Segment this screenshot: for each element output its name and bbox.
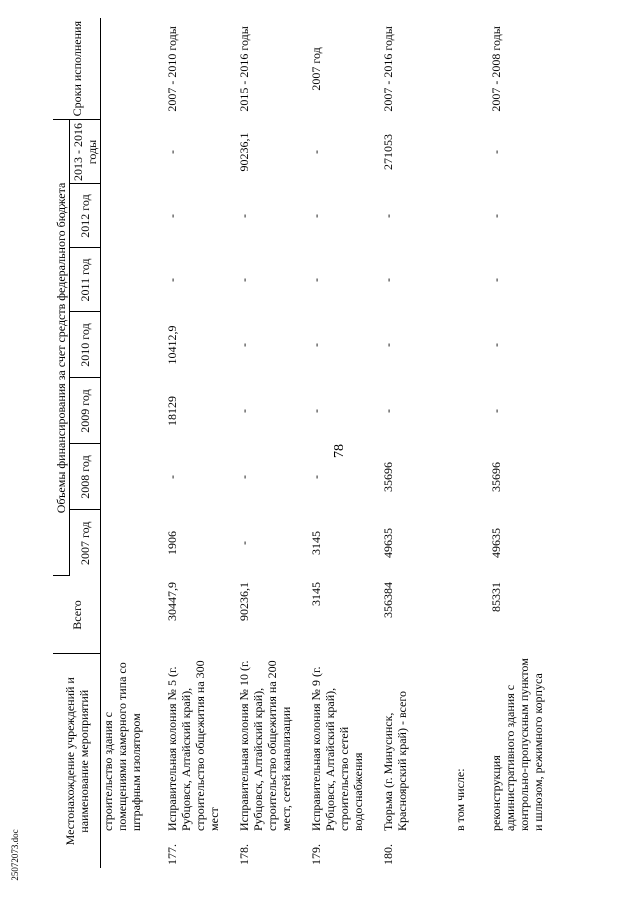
header-year: 2007 год (70, 510, 101, 576)
row-value: - (237, 343, 251, 347)
row-value: - (309, 409, 323, 413)
table-row (453, 18, 489, 868)
header-group-title: Объемы финансирования за счет средств федерального бюджета (53, 120, 70, 576)
row-value: - (165, 278, 179, 282)
row-name: Исправительная колония № 5 (г. Рубцовск, Алтайский край), строительство общежития на 300 мест (165, 660, 221, 831)
header-year: 2011 год (70, 248, 101, 312)
row-value: - (381, 214, 395, 218)
row-value: 35696 (381, 462, 395, 492)
row-value: 35696 (489, 462, 503, 492)
row-value (453, 510, 489, 576)
row-value: 1906 (165, 531, 179, 555)
row-value (453, 312, 489, 378)
row-number: 177. (165, 844, 179, 865)
table-row (165, 18, 237, 868)
row-value: 3145 (309, 531, 323, 555)
header-year: 2012 год (70, 184, 101, 248)
row-name-cell (489, 654, 561, 868)
row-name-cell (101, 654, 166, 868)
row-term: 2015 - 2016 годы (237, 26, 251, 112)
row-number: 178. (237, 844, 251, 865)
row-value (101, 510, 166, 576)
row-name: в том числе: (453, 768, 467, 831)
row-value: 90236,1 (237, 132, 251, 172)
row-value: - (165, 214, 179, 218)
table-row (381, 18, 453, 868)
row-value: - (309, 475, 323, 479)
row-value: - (237, 214, 251, 218)
row-value: 18129 (165, 396, 179, 426)
row-total: 3145 (309, 582, 323, 606)
header-year: 2013 - 2016 годы (70, 120, 101, 184)
table-row (489, 18, 561, 868)
row-value: - (489, 343, 503, 347)
row-name-cell (381, 654, 453, 868)
row-name-cell (453, 654, 489, 868)
row-value (453, 248, 489, 312)
row-value: 10412,9 (165, 325, 179, 365)
header-terms: Сроки исполнения (53, 18, 101, 120)
row-value: - (309, 343, 323, 347)
row-name-cell (309, 654, 381, 868)
header-year: 2010 год (70, 312, 101, 378)
page-number: 78 (332, 444, 347, 458)
row-total: 356384 (381, 582, 395, 618)
row-value: - (489, 149, 503, 154)
row-value: - (309, 149, 323, 154)
row-name: Исправительная колония № 10 (г. Рубцовск, Алтайский край), строительство общежития на 200 мест, сетей канализации (237, 660, 293, 831)
row-value: - (381, 343, 395, 347)
row-value (101, 184, 166, 248)
row-value (453, 444, 489, 510)
rotated-table-wrapper (53, 18, 613, 868)
row-value: - (381, 409, 395, 413)
funding-table (53, 18, 561, 868)
table-row (101, 18, 166, 868)
row-value: - (489, 409, 503, 413)
row-value (453, 120, 489, 184)
row-value (453, 378, 489, 444)
row-value: - (165, 149, 179, 154)
row-value: - (309, 214, 323, 218)
row-value (101, 444, 166, 510)
row-total: 90236,1 (237, 582, 251, 621)
row-name-cell (237, 654, 309, 868)
row-term (101, 18, 166, 120)
header-total: Всего (53, 576, 101, 654)
row-number: 180. (381, 844, 395, 865)
row-value (101, 378, 166, 444)
header-row (53, 18, 70, 868)
table-body (101, 18, 562, 868)
row-value (101, 312, 166, 378)
row-name: строительство здания с помещениями камерного типа со штрафным изолятором (101, 662, 143, 831)
table-row (237, 18, 309, 868)
row-total: 85331 (489, 582, 503, 612)
row-value: 49635 (381, 528, 395, 558)
table-row (309, 18, 381, 868)
row-name: Тюрьма (г. Минусинск, Красноярский край) - всего (381, 691, 409, 831)
row-term: 2007 - 2016 годы (381, 26, 395, 112)
row-total: 30447,9 (165, 582, 179, 621)
row-term: 2007 - 2010 годы (165, 26, 179, 112)
row-name-cell (165, 654, 237, 868)
row-number: 179. (309, 844, 323, 865)
row-value: - (237, 278, 251, 282)
row-value: - (237, 475, 251, 479)
row-term: 2007 - 2008 годы (489, 26, 503, 112)
row-value (101, 120, 166, 184)
row-value: - (489, 278, 503, 282)
row-value (453, 184, 489, 248)
row-value: 271053 (381, 133, 395, 170)
row-total (101, 576, 166, 654)
row-total (453, 576, 489, 654)
header-year: 2008 год (70, 444, 101, 510)
header-year: 2009 год (70, 378, 101, 444)
row-value: - (165, 475, 179, 479)
row-value: - (237, 409, 251, 413)
row-term: 2007 год (309, 47, 323, 91)
row-value: - (309, 278, 323, 282)
row-value: 49635 (489, 528, 503, 558)
row-name: реконструкция административного здания с контрольно-пропускным пунктом и шлюзом, режимного корпуса (489, 658, 545, 831)
row-name: Исправительная колония № 9 (г. Рубцовск, Алтайский край), строительство сетей водоснабжения (309, 666, 365, 831)
row-value: - (381, 278, 395, 282)
row-value: - (237, 541, 251, 545)
document-code: 2507207З.doc (10, 829, 20, 881)
row-term (453, 18, 489, 120)
row-value (101, 248, 166, 312)
header-name: Местонахождение учреждений и наименование мероприятий (53, 654, 101, 868)
row-value: - (489, 214, 503, 218)
